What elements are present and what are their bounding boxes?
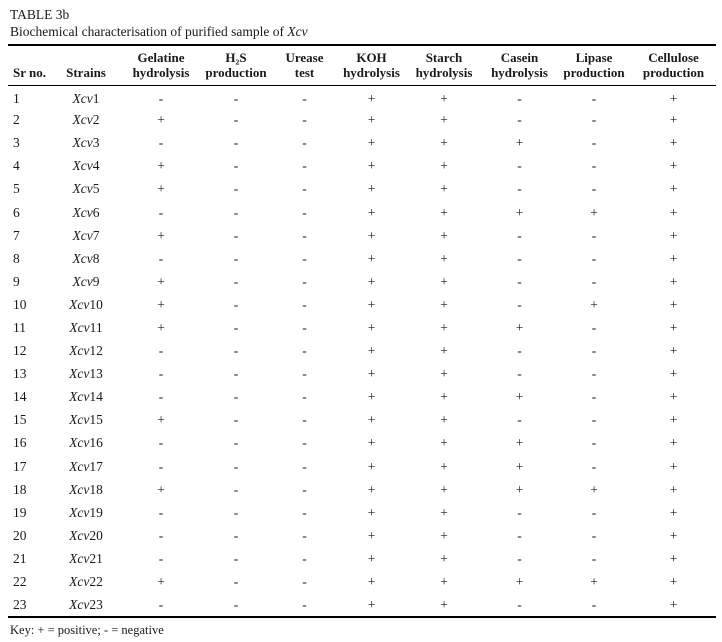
- result-cell-koh-hydrolysis: +: [367, 90, 376, 106]
- result-cell-koh-hydrolysis: +: [367, 250, 376, 266]
- sr-no-cell: 2: [13, 112, 20, 128]
- result-cell-gelatine-hydrolysis: +: [157, 481, 165, 497]
- sr-no-cell: 6: [13, 204, 20, 220]
- result-cell-gelatine-hydrolysis: +: [157, 158, 165, 174]
- strain-cell: Xcv15: [69, 412, 103, 428]
- result-cell-cellulose-production: +: [669, 319, 678, 335]
- strain-cell: Xcv18: [69, 481, 103, 497]
- strain-prefix: Xcv: [69, 343, 90, 359]
- sr-no-cell: 14: [13, 389, 27, 405]
- result-cell-starch-hydrolysis: +: [440, 181, 448, 197]
- result-cell-lipase-production: -: [591, 389, 597, 405]
- result-cell-urease-test: -: [302, 389, 307, 405]
- table-body: [8, 86, 716, 617]
- table-row-xcv5: [8, 178, 716, 201]
- result-cell-starch-hydrolysis: +: [440, 227, 448, 243]
- result-cell-starch-hydrolysis: +: [440, 250, 448, 266]
- result-cell-cellulose-production: +: [669, 527, 678, 543]
- result-cell-koh-hydrolysis: +: [367, 204, 376, 220]
- strain-prefix: Xcv: [69, 366, 90, 382]
- result-cell-koh-hydrolysis: +: [367, 112, 376, 128]
- strain-prefix: Xcv: [69, 527, 90, 543]
- result-cell-cellulose-production: +: [669, 435, 678, 451]
- result-cell-lipase-production: -: [591, 527, 597, 543]
- result-cell-starch-hydrolysis: +: [440, 296, 448, 312]
- result-cell-cellulose-production: +: [669, 112, 678, 128]
- result-cell-urease-test: -: [302, 319, 307, 335]
- result-cell-urease-test: -: [302, 158, 307, 174]
- result-cell-starch-hydrolysis: +: [440, 458, 448, 474]
- result-cell-urease-test: -: [302, 550, 307, 566]
- result-cell-gelatine-hydrolysis: +: [157, 412, 165, 428]
- result-cell-lipase-production: -: [591, 112, 597, 128]
- table-row-xcv14: [8, 386, 716, 409]
- result-cell-starch-hydrolysis: +: [440, 527, 448, 543]
- result-cell-lipase-production: +: [590, 574, 598, 590]
- col-header-urease-test: Urease test: [272, 45, 337, 86]
- table-row-xcv18: [8, 478, 716, 501]
- result-cell-urease-test: -: [302, 296, 307, 312]
- result-cell-lipase-production: -: [591, 550, 597, 566]
- sr-no-cell: 22: [13, 574, 27, 590]
- table-row-xcv12: [8, 340, 716, 363]
- result-cell-h2s-production: -: [233, 481, 239, 497]
- result-cell-lipase-production: -: [591, 90, 597, 106]
- result-cell-lipase-production: -: [591, 366, 597, 382]
- strain-cell: Xcv9: [72, 273, 100, 289]
- result-cell-koh-hydrolysis: +: [367, 319, 376, 335]
- sr-no-cell: 16: [13, 435, 27, 451]
- result-cell-starch-hydrolysis: +: [440, 112, 448, 128]
- result-cell-casein-hydrolysis: -: [517, 596, 522, 612]
- table-row-xcv4: [8, 155, 716, 178]
- result-cell-koh-hydrolysis: +: [367, 273, 376, 289]
- result-cell-gelatine-hydrolysis: -: [158, 343, 164, 359]
- table-row-xcv1: [8, 86, 716, 109]
- strain-cell: Xcv20: [69, 527, 103, 543]
- strain-prefix: Xcv: [69, 435, 90, 451]
- result-cell-cellulose-production: +: [669, 135, 678, 151]
- result-cell-urease-test: -: [302, 204, 307, 220]
- col-header-starch-hydrolysis: Starch hydrolysis: [406, 45, 482, 86]
- result-cell-gelatine-hydrolysis: +: [157, 574, 165, 590]
- result-cell-koh-hydrolysis: +: [367, 458, 376, 474]
- sr-no-cell: 23: [13, 596, 27, 612]
- strain-prefix: Xcv: [72, 135, 93, 151]
- result-cell-h2s-production: -: [233, 273, 239, 289]
- strain-cell: Xcv13: [69, 366, 103, 382]
- result-cell-h2s-production: -: [233, 343, 239, 359]
- result-cell-urease-test: -: [302, 135, 307, 151]
- strain-prefix: Xcv: [72, 90, 93, 106]
- table-caption-organism: Xcv: [287, 24, 308, 39]
- table-row-xcv19: [8, 501, 716, 524]
- result-cell-casein-hydrolysis: +: [515, 319, 524, 335]
- table-row-xcv17: [8, 455, 716, 478]
- result-cell-koh-hydrolysis: +: [367, 574, 376, 590]
- result-cell-cellulose-production: +: [669, 412, 678, 428]
- strain-prefix: Xcv: [72, 158, 93, 174]
- result-cell-casein-hydrolysis: -: [517, 158, 522, 174]
- result-cell-h2s-production: -: [233, 112, 239, 128]
- result-cell-starch-hydrolysis: +: [440, 343, 448, 359]
- result-cell-lipase-production: -: [591, 273, 597, 289]
- result-cell-koh-hydrolysis: +: [367, 504, 376, 520]
- strain-prefix: Xcv: [69, 481, 90, 497]
- result-cell-urease-test: -: [302, 250, 307, 266]
- result-cell-starch-hydrolysis: +: [440, 389, 448, 405]
- result-cell-h2s-production: -: [233, 389, 239, 405]
- result-cell-casein-hydrolysis: -: [517, 527, 522, 543]
- result-cell-lipase-production: -: [591, 319, 597, 335]
- sr-no-cell: 17: [13, 458, 27, 474]
- result-cell-starch-hydrolysis: +: [440, 158, 448, 174]
- strain-cell: Xcv10: [69, 296, 103, 312]
- table-row-xcv16: [8, 432, 716, 455]
- result-cell-casein-hydrolysis: +: [515, 435, 524, 451]
- strain-cell: Xcv17: [69, 458, 103, 474]
- col-header-sr-no: Sr no.: [8, 45, 50, 86]
- table-row-xcv6: [8, 201, 716, 224]
- table-label: TABLE 3b: [10, 7, 70, 22]
- sr-no-cell: 10: [13, 296, 27, 312]
- result-cell-h2s-production: -: [233, 550, 239, 566]
- sr-no-cell: 4: [13, 158, 20, 174]
- table-row-xcv13: [8, 363, 716, 386]
- result-cell-urease-test: -: [302, 481, 307, 497]
- result-cell-gelatine-hydrolysis: +: [157, 296, 165, 312]
- result-cell-cellulose-production: +: [669, 158, 678, 174]
- result-cell-gelatine-hydrolysis: -: [158, 250, 164, 266]
- strain-cell: Xcv19: [69, 504, 103, 520]
- result-cell-starch-hydrolysis: +: [440, 435, 448, 451]
- result-cell-starch-hydrolysis: +: [440, 273, 448, 289]
- result-cell-gelatine-hydrolysis: -: [158, 435, 164, 451]
- strain-cell: Xcv4: [72, 158, 100, 174]
- table-caption: [10, 23, 714, 40]
- strain-prefix: Xcv: [69, 574, 90, 590]
- sr-no-cell: 9: [13, 273, 20, 289]
- strain-prefix: Xcv: [72, 181, 93, 197]
- result-cell-gelatine-hydrolysis: -: [158, 504, 164, 520]
- result-cell-casein-hydrolysis: -: [517, 90, 522, 106]
- strain-cell: Xcv8: [72, 250, 100, 266]
- result-cell-lipase-production: -: [591, 250, 597, 266]
- result-cell-casein-hydrolysis: -: [517, 273, 522, 289]
- result-cell-gelatine-hydrolysis: -: [158, 550, 164, 566]
- result-cell-lipase-production: -: [591, 158, 597, 174]
- strain-prefix: Xcv: [72, 204, 93, 220]
- result-cell-casein-hydrolysis: -: [517, 550, 522, 566]
- result-cell-lipase-production: +: [590, 204, 598, 220]
- sr-no-cell: 21: [13, 550, 27, 566]
- result-cell-casein-hydrolysis: -: [517, 250, 522, 266]
- result-cell-cellulose-production: +: [669, 389, 678, 405]
- result-cell-casein-hydrolysis: +: [515, 135, 524, 151]
- col-header-strains: Strains: [50, 45, 122, 86]
- result-cell-urease-test: -: [302, 181, 307, 197]
- table-caption-text: Biochemical characterisation of purified sample of: [10, 24, 288, 39]
- sr-no-cell: 20: [13, 527, 27, 543]
- result-cell-gelatine-hydrolysis: +: [157, 112, 165, 128]
- result-cell-koh-hydrolysis: +: [367, 389, 376, 405]
- result-cell-cellulose-production: +: [669, 90, 678, 106]
- result-cell-cellulose-production: +: [669, 273, 678, 289]
- sr-no-cell: 5: [13, 181, 20, 197]
- result-cell-starch-hydrolysis: +: [440, 319, 448, 335]
- result-cell-lipase-production: -: [591, 596, 597, 612]
- header-row: [8, 45, 716, 86]
- strain-cell: Xcv11: [69, 319, 103, 335]
- result-cell-cellulose-production: +: [669, 574, 678, 590]
- table-row-xcv3: [8, 132, 716, 155]
- result-cell-h2s-production: -: [233, 250, 239, 266]
- result-cell-h2s-production: -: [233, 204, 239, 220]
- result-cell-lipase-production: -: [591, 181, 597, 197]
- result-cell-cellulose-production: +: [669, 227, 678, 243]
- result-cell-koh-hydrolysis: +: [367, 481, 376, 497]
- result-cell-urease-test: -: [302, 90, 307, 106]
- result-cell-cellulose-production: +: [669, 250, 678, 266]
- table-row-xcv23: [8, 594, 716, 617]
- result-cell-lipase-production: -: [591, 435, 597, 451]
- result-cell-h2s-production: -: [233, 458, 239, 474]
- result-cell-urease-test: -: [302, 412, 307, 428]
- result-cell-h2s-production: -: [233, 412, 239, 428]
- strain-prefix: Xcv: [72, 112, 93, 128]
- result-cell-koh-hydrolysis: +: [367, 366, 376, 382]
- result-cell-gelatine-hydrolysis: -: [158, 204, 164, 220]
- result-cell-koh-hydrolysis: +: [367, 435, 376, 451]
- result-cell-starch-hydrolysis: +: [440, 90, 448, 106]
- sr-no-cell: 18: [13, 481, 27, 497]
- strain-prefix: Xcv: [69, 458, 90, 474]
- strain-prefix: Xcv: [69, 319, 90, 335]
- table-key: Key: + = positive; - = negative: [10, 622, 164, 637]
- result-cell-cellulose-production: +: [669, 343, 678, 359]
- result-cell-h2s-production: -: [233, 504, 239, 520]
- table-row-xcv11: [8, 316, 716, 339]
- strain-cell: Xcv12: [69, 343, 103, 359]
- table-row-xcv21: [8, 547, 716, 570]
- result-cell-starch-hydrolysis: +: [440, 550, 448, 566]
- sr-no-cell: 1: [13, 90, 20, 106]
- result-cell-casein-hydrolysis: -: [517, 296, 522, 312]
- strain-prefix: Xcv: [69, 596, 90, 612]
- strain-cell: Xcv1: [72, 90, 100, 106]
- table-row-xcv7: [8, 224, 716, 247]
- result-cell-h2s-production: -: [233, 296, 239, 312]
- table-row-xcv20: [8, 524, 716, 547]
- biochemical-table: [8, 44, 716, 618]
- strain-cell: Xcv3: [72, 135, 100, 151]
- strain-prefix: Xcv: [72, 250, 93, 266]
- strain-cell: Xcv23: [69, 596, 103, 612]
- strain-cell: Xcv2: [72, 112, 100, 128]
- result-cell-urease-test: -: [302, 504, 307, 520]
- result-cell-gelatine-hydrolysis: -: [158, 389, 164, 405]
- result-cell-h2s-production: -: [233, 596, 239, 612]
- result-cell-starch-hydrolysis: +: [440, 135, 448, 151]
- result-cell-koh-hydrolysis: +: [367, 227, 376, 243]
- result-cell-urease-test: -: [302, 527, 307, 543]
- result-cell-casein-hydrolysis: -: [517, 366, 522, 382]
- result-cell-casein-hydrolysis: -: [517, 227, 522, 243]
- result-cell-gelatine-hydrolysis: +: [157, 273, 165, 289]
- result-cell-koh-hydrolysis: +: [367, 596, 376, 612]
- result-cell-gelatine-hydrolysis: -: [158, 458, 164, 474]
- result-cell-gelatine-hydrolysis: -: [158, 366, 164, 382]
- result-cell-urease-test: -: [302, 458, 307, 474]
- result-cell-h2s-production: -: [233, 90, 239, 106]
- result-cell-cellulose-production: +: [669, 296, 678, 312]
- result-cell-gelatine-hydrolysis: +: [157, 227, 165, 243]
- result-cell-h2s-production: -: [233, 135, 239, 151]
- table-row-xcv10: [8, 293, 716, 316]
- result-cell-lipase-production: -: [591, 135, 597, 151]
- result-cell-cellulose-production: +: [669, 596, 678, 612]
- result-cell-h2s-production: -: [233, 227, 239, 243]
- result-cell-cellulose-production: +: [669, 181, 678, 197]
- result-cell-cellulose-production: +: [669, 204, 678, 220]
- result-cell-h2s-production: -: [233, 319, 239, 335]
- result-cell-starch-hydrolysis: +: [440, 596, 448, 612]
- result-cell-urease-test: -: [302, 596, 307, 612]
- col-header-cellulose-production: Cellulose production: [631, 45, 716, 86]
- strain-cell: Xcv6: [72, 204, 100, 220]
- result-cell-starch-hydrolysis: +: [440, 504, 448, 520]
- result-cell-gelatine-hydrolysis: -: [158, 527, 164, 543]
- result-cell-lipase-production: -: [591, 343, 597, 359]
- caption-block: [0, 6, 722, 40]
- result-cell-casein-hydrolysis: +: [515, 481, 524, 497]
- result-cell-casein-hydrolysis: +: [515, 574, 524, 590]
- result-cell-cellulose-production: +: [669, 550, 678, 566]
- result-cell-casein-hydrolysis: -: [517, 504, 522, 520]
- result-cell-lipase-production: +: [590, 481, 598, 497]
- result-cell-starch-hydrolysis: +: [440, 204, 448, 220]
- result-cell-urease-test: -: [302, 366, 307, 382]
- result-cell-cellulose-production: +: [669, 458, 678, 474]
- sr-no-cell: 7: [13, 227, 20, 243]
- result-cell-koh-hydrolysis: +: [367, 412, 376, 428]
- result-cell-urease-test: -: [302, 112, 307, 128]
- result-cell-h2s-production: -: [233, 181, 239, 197]
- result-cell-gelatine-hydrolysis: -: [158, 596, 164, 612]
- result-cell-gelatine-hydrolysis: -: [158, 90, 164, 106]
- strain-cell: Xcv7: [72, 227, 100, 243]
- col-header-casein-hydrolysis: Casein hydrolysis: [482, 45, 557, 86]
- result-cell-starch-hydrolysis: +: [440, 366, 448, 382]
- strain-prefix: Xcv: [69, 389, 90, 405]
- result-cell-casein-hydrolysis: -: [517, 112, 522, 128]
- table-row-xcv8: [8, 247, 716, 270]
- result-cell-cellulose-production: +: [669, 481, 678, 497]
- result-cell-starch-hydrolysis: +: [440, 574, 448, 590]
- result-cell-cellulose-production: +: [669, 366, 678, 382]
- result-cell-lipase-production: -: [591, 227, 597, 243]
- result-cell-urease-test: -: [302, 435, 307, 451]
- strain-prefix: Xcv: [69, 296, 90, 312]
- result-cell-starch-hydrolysis: +: [440, 412, 448, 428]
- result-cell-lipase-production: -: [591, 458, 597, 474]
- sr-no-cell: 13: [13, 366, 27, 382]
- result-cell-h2s-production: -: [233, 574, 239, 590]
- result-cell-gelatine-hydrolysis: +: [157, 181, 165, 197]
- sr-no-cell: 12: [13, 343, 27, 359]
- result-cell-lipase-production: -: [591, 412, 597, 428]
- table-head: [8, 45, 716, 86]
- result-cell-casein-hydrolysis: -: [517, 343, 522, 359]
- result-cell-h2s-production: -: [233, 435, 239, 451]
- result-cell-lipase-production: -: [591, 504, 597, 520]
- result-cell-gelatine-hydrolysis: +: [157, 319, 165, 335]
- strain-cell: Xcv5: [72, 181, 100, 197]
- result-cell-koh-hydrolysis: +: [367, 181, 376, 197]
- result-cell-koh-hydrolysis: +: [367, 527, 376, 543]
- result-cell-urease-test: -: [302, 574, 307, 590]
- sr-no-cell: 8: [13, 250, 20, 266]
- table-row-xcv15: [8, 409, 716, 432]
- result-cell-h2s-production: -: [233, 527, 239, 543]
- result-cell-casein-hydrolysis: +: [515, 389, 524, 405]
- result-cell-h2s-production: -: [233, 158, 239, 174]
- strain-prefix: Xcv: [69, 550, 90, 566]
- result-cell-lipase-production: +: [590, 296, 598, 312]
- result-cell-h2s-production: -: [233, 366, 239, 382]
- result-cell-koh-hydrolysis: +: [367, 135, 376, 151]
- result-cell-urease-test: -: [302, 227, 307, 243]
- strain-prefix: Xcv: [72, 273, 93, 289]
- strain-cell: Xcv22: [69, 574, 103, 590]
- col-header-lipase-production: Lipase production: [557, 45, 631, 86]
- table-row-xcv22: [8, 570, 716, 593]
- strain-cell: Xcv14: [69, 389, 103, 405]
- col-header-h2s-production: H₂S production: [200, 45, 272, 86]
- sr-no-cell: 3: [13, 135, 20, 151]
- strain-prefix: Xcv: [69, 412, 90, 428]
- result-cell-casein-hydrolysis: +: [515, 458, 524, 474]
- strain-cell: Xcv21: [69, 550, 103, 566]
- strain-prefix: Xcv: [72, 227, 93, 243]
- sr-no-cell: 15: [13, 412, 27, 428]
- result-cell-cellulose-production: +: [669, 504, 678, 520]
- col-header-koh-hydrolysis: KOH hydrolysis: [337, 45, 406, 86]
- sr-no-cell: 19: [13, 504, 27, 520]
- table-row-xcv9: [8, 270, 716, 293]
- sr-no-cell: 11: [13, 319, 26, 335]
- strain-cell: Xcv16: [69, 435, 103, 451]
- result-cell-urease-test: -: [302, 273, 307, 289]
- result-cell-koh-hydrolysis: +: [367, 296, 376, 312]
- result-cell-casein-hydrolysis: -: [517, 412, 522, 428]
- result-cell-gelatine-hydrolysis: -: [158, 135, 164, 151]
- result-cell-urease-test: -: [302, 343, 307, 359]
- result-cell-koh-hydrolysis: +: [367, 158, 376, 174]
- table-row-xcv2: [8, 109, 716, 132]
- result-cell-koh-hydrolysis: +: [367, 550, 376, 566]
- strain-prefix: Xcv: [69, 504, 90, 520]
- result-cell-casein-hydrolysis: -: [517, 181, 522, 197]
- result-cell-koh-hydrolysis: +: [367, 343, 376, 359]
- result-cell-casein-hydrolysis: +: [515, 204, 524, 220]
- col-header-gelatine-hydrolysis: Gelatine hydrolysis: [122, 45, 200, 86]
- result-cell-starch-hydrolysis: +: [440, 481, 448, 497]
